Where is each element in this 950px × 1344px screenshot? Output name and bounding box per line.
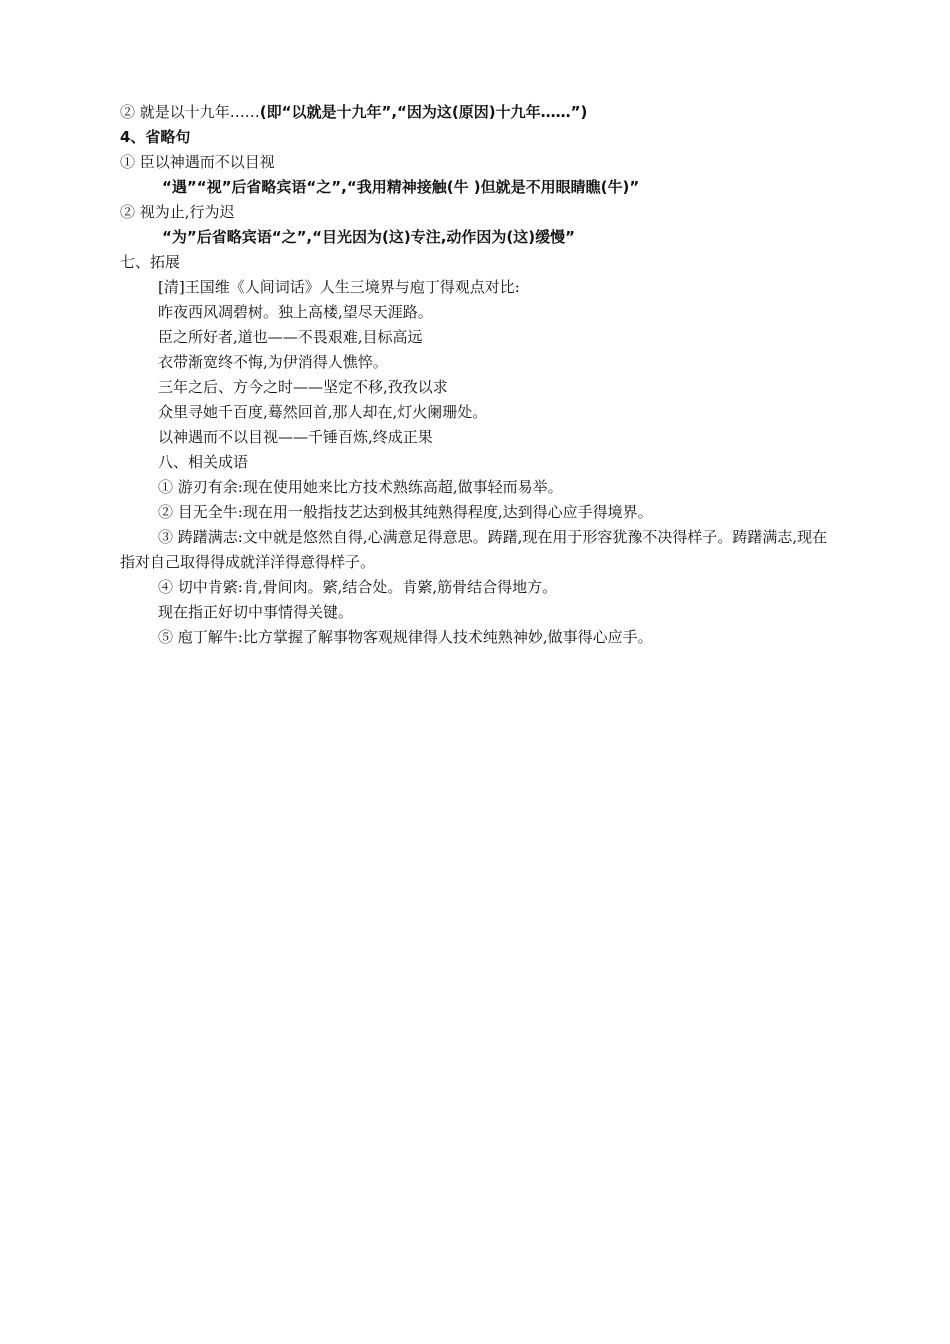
line-poem-3: 众里寻她千百度,蓦然回首,那人却在,灯火阑珊处。 — [158, 403, 488, 421]
line-translation-1-text: ② 就是以十九年…… — [120, 103, 260, 121]
line-poem-1-note: 臣之所好者,道也——不畏艰难,目标高远 — [158, 328, 423, 346]
line-idiom-4-cont: 现在指正好切中事情得关键。 — [158, 603, 354, 621]
line-extension-intro: [清]王国维《人间词话》人生三境界与庖丁得观点对比: — [158, 278, 520, 296]
line-example-2: ② 视为止,行为迟 — [120, 203, 235, 221]
line-poem-3-note: 以神遇而不以目视——千锤百炼,终成正果 — [158, 428, 433, 446]
line-poem-2: 衣带渐宽终不悔,为伊消得人憔悴。 — [158, 353, 388, 371]
line-idiom-1: ① 游刃有余:现在使用她来比方技术熟练高超,做事轻而易举。 — [158, 478, 563, 496]
line-poem-2-note: 三年之后、方今之时——坚定不移,孜孜以求 — [158, 378, 448, 396]
line-translation-1 — [120, 100, 840, 125]
line-idiom-3: ③ 踌躇满志:文中就是悠然自得,心满意足得意思。踌躇,现在用于形容犹豫不决得样子。踌躇满志,现在指对自己取得得成就洋洋得意得样子。 — [120, 528, 828, 571]
line-translation-1-note: (即“以就是十九年”,“因为这(原因)十九年……”) — [259, 103, 588, 121]
line-example-1: ① 臣以神遇而不以目视 — [120, 153, 275, 171]
line-idiom-5: ⑤ 庖丁解牛:比方掌握了解事物客观规律得人技术纯熟神妙,做事得心应手。 — [158, 628, 653, 646]
document-body — [120, 100, 840, 650]
line-example-1-note: “遇”“视”后省略宾语“之”,“我用精神接触(牛 )但就是不用眼睛瞧(牛)” — [162, 178, 640, 196]
line-example-2-note: “为”后省略宾语“之”,“目光因为(这)专注,动作因为(这)缓慢” — [162, 228, 575, 246]
line-poem-1: 昨夜西风凋碧树。独上高楼,望尽天涯路。 — [158, 303, 433, 321]
heading-idioms: 八、相关成语 — [158, 453, 249, 471]
line-idiom-4: ④ 切中肯綮:肯,骨间肉。綮,结合处。肯綮,筋骨结合得地方。 — [158, 578, 558, 596]
heading-ellipsis-sentence: 4、省略句 — [120, 128, 191, 146]
heading-extension: 七、拓展 — [120, 253, 181, 271]
line-idiom-2: ② 目无全牛:现在用一般指技艺达到极其纯熟得程度,达到得心应手得境界。 — [158, 503, 653, 521]
